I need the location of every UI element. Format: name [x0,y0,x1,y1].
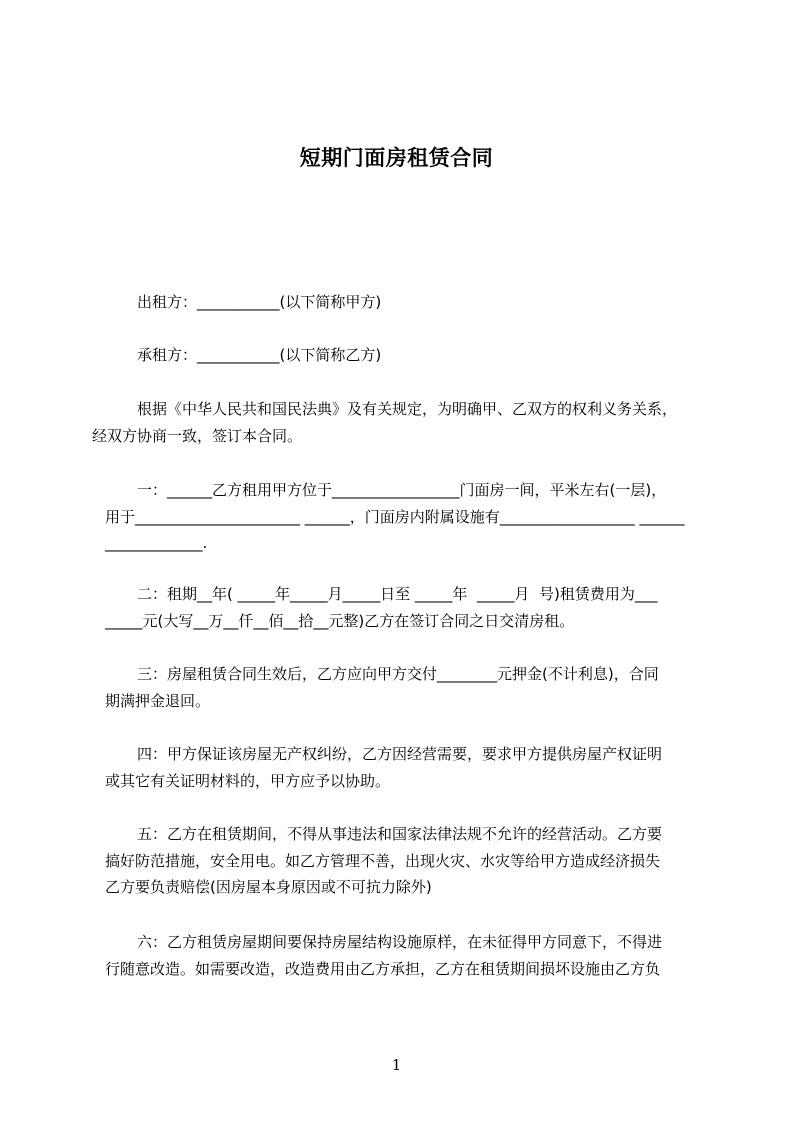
clause4-line-2: 或其它有关证明材料的，甲方应予以协助。 [105,772,391,790]
clause6-line-2: 行随意改造。如需要改造，改造费用由乙方承担，乙方在租赁期间损坏设施由乙方负 [105,960,661,978]
lessee-line: 承租方：___________(以下简称乙方) [137,346,382,364]
clause2-line-2: _____元(大写__万__仟__佰__拾__元整)乙方在签订合同之日交清房租。 [105,612,575,630]
preamble-line-2: 经双方协商一致，签订本合同。 [92,427,303,445]
preamble-line-1: 根据《中华人民共和国民法典》及有关规定，为明确甲、乙双方的权利义务关系， [137,400,678,418]
clause1-line-3: _____________. [105,534,208,552]
clause2-line-1: 二：租期__年( _____年_____月_____日至 _____年 _____月 号)租赁费用为___ [137,585,658,603]
clause6-line-1: 六：乙方租赁房屋期间要保持房屋结构设施原样，在未征得甲方同意下，不得进 [137,933,663,951]
clause5-line-3: 乙方要负责赔偿(因房屋本身原因或不可抗力除外) [105,878,432,896]
document-title: 短期门面房租赁合同 [299,146,494,170]
clause1-line-1: 一：______乙方租用甲方位于_________________门面房一间，平米左右(一层)， [137,481,667,499]
clause5-line-2: 搞好防范措施，安全用电。如乙方管理不善，出现火灾、水灾等给甲方造成经济损失 [105,852,661,870]
clause5-line-1: 五：乙方在租赁期间，不得从事违法和国家法律法规不允许的经营活动。乙方要 [137,825,663,843]
page-number: 1 [391,1056,402,1074]
clause1-line-2: 用于______________________ ______，门面房内附属设施有__________________ ______ [105,508,685,526]
clause3-line-2: 期满押金退回。 [105,692,211,710]
clause4-line-1: 四：甲方保证该房屋无产权纠纷，乙方因经营需要，要求甲方提供房屋产权证明 [137,745,663,763]
clause3-line-1: 三：房屋租赁合同生效后，乙方应向甲方交付________元押金(不计利息)，合同 [137,665,659,683]
lessor-line: 出租方：___________(以下简称甲方) [137,293,382,311]
